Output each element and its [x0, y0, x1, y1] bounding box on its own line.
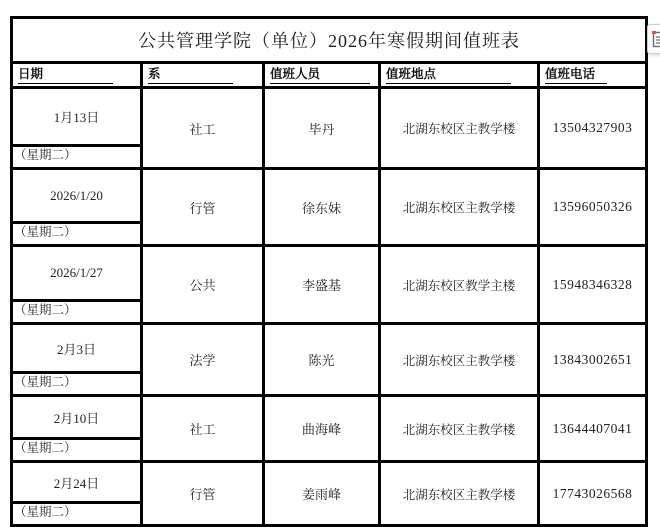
- weekday-value: （星期二）: [13, 437, 140, 458]
- person-cell: 陈光: [264, 324, 380, 396]
- table-row: [12, 462, 647, 526]
- phone-cell: 15948346328: [539, 246, 647, 324]
- location-cell: 北湖东校区主教学楼: [380, 324, 539, 396]
- duty-schedule-table: [10, 16, 648, 527]
- header-cell-person: [264, 63, 380, 88]
- header-cell-location: [380, 63, 539, 88]
- date-value: 2月10日: [13, 397, 140, 437]
- table-row: [12, 246, 647, 324]
- person-cell: 姜雨峰: [264, 462, 380, 526]
- table-row: [12, 169, 647, 246]
- location-cell: 北湖东校区主教学楼: [380, 462, 539, 526]
- table-title: 公共管理学院（单位）2026年寒假期间值班表: [12, 18, 647, 63]
- floating-tool-button[interactable]: [647, 24, 660, 54]
- date-cell: [12, 396, 142, 462]
- dept-cell: 行管: [142, 462, 264, 526]
- weekday-value: （星期二）: [13, 144, 140, 165]
- header-cell-phone: [539, 63, 647, 88]
- header-cell-date: [12, 63, 142, 88]
- document-icon: [652, 31, 660, 48]
- date-cell: [12, 88, 142, 169]
- date-value: 2026/1/27: [13, 247, 140, 299]
- dept-cell: 公共: [142, 246, 264, 324]
- dept-cell: 行管: [142, 169, 264, 246]
- weekday-value: （星期二）: [13, 299, 140, 320]
- header-row: [12, 63, 647, 88]
- date-value: 2月3日: [13, 325, 140, 371]
- weekday-value: （星期二）: [13, 221, 140, 242]
- dept-cell: 社工: [142, 396, 264, 462]
- header-cell-dept: [142, 63, 264, 88]
- date-cell: [12, 324, 142, 396]
- weekday-value: （星期二）: [13, 371, 140, 392]
- table-row: [12, 88, 647, 169]
- date-value: 2026/1/20: [13, 170, 140, 221]
- person-cell: 徐东妹: [264, 169, 380, 246]
- location-cell: 北湖东校区主教学楼: [380, 396, 539, 462]
- header-label-date: 日期: [18, 64, 113, 84]
- person-cell: 曲海峰: [264, 396, 380, 462]
- phone-cell: 13596050326: [539, 169, 647, 246]
- date-value: 2月24日: [13, 463, 140, 501]
- header-label-phone: 值班电话: [545, 64, 607, 84]
- date-value: 1月13日: [13, 89, 140, 144]
- date-cell: [12, 169, 142, 246]
- phone-cell: 13504327903: [539, 88, 647, 169]
- table-row: [12, 324, 647, 396]
- weekday-value: （星期二）: [13, 501, 140, 522]
- header-label-dept: 系: [148, 64, 233, 84]
- phone-cell: 17743026568: [539, 462, 647, 526]
- location-cell: 北湖东校区教学主楼: [380, 246, 539, 324]
- date-cell: [12, 246, 142, 324]
- dept-cell: 法学: [142, 324, 264, 396]
- dept-cell: 社工: [142, 88, 264, 169]
- location-cell: 北湖东校区主教学楼: [380, 88, 539, 169]
- person-cell: 毕丹: [264, 88, 380, 169]
- header-label-person: 值班人员: [270, 64, 370, 84]
- table-row: [12, 396, 647, 462]
- phone-cell: 13843002651: [539, 324, 647, 396]
- phone-cell: 13644407041: [539, 396, 647, 462]
- date-cell: [12, 462, 142, 526]
- person-cell: 李盛基: [264, 246, 380, 324]
- location-cell: 北湖东校区主教学楼: [380, 169, 539, 246]
- header-label-location: 值班地点: [386, 64, 511, 84]
